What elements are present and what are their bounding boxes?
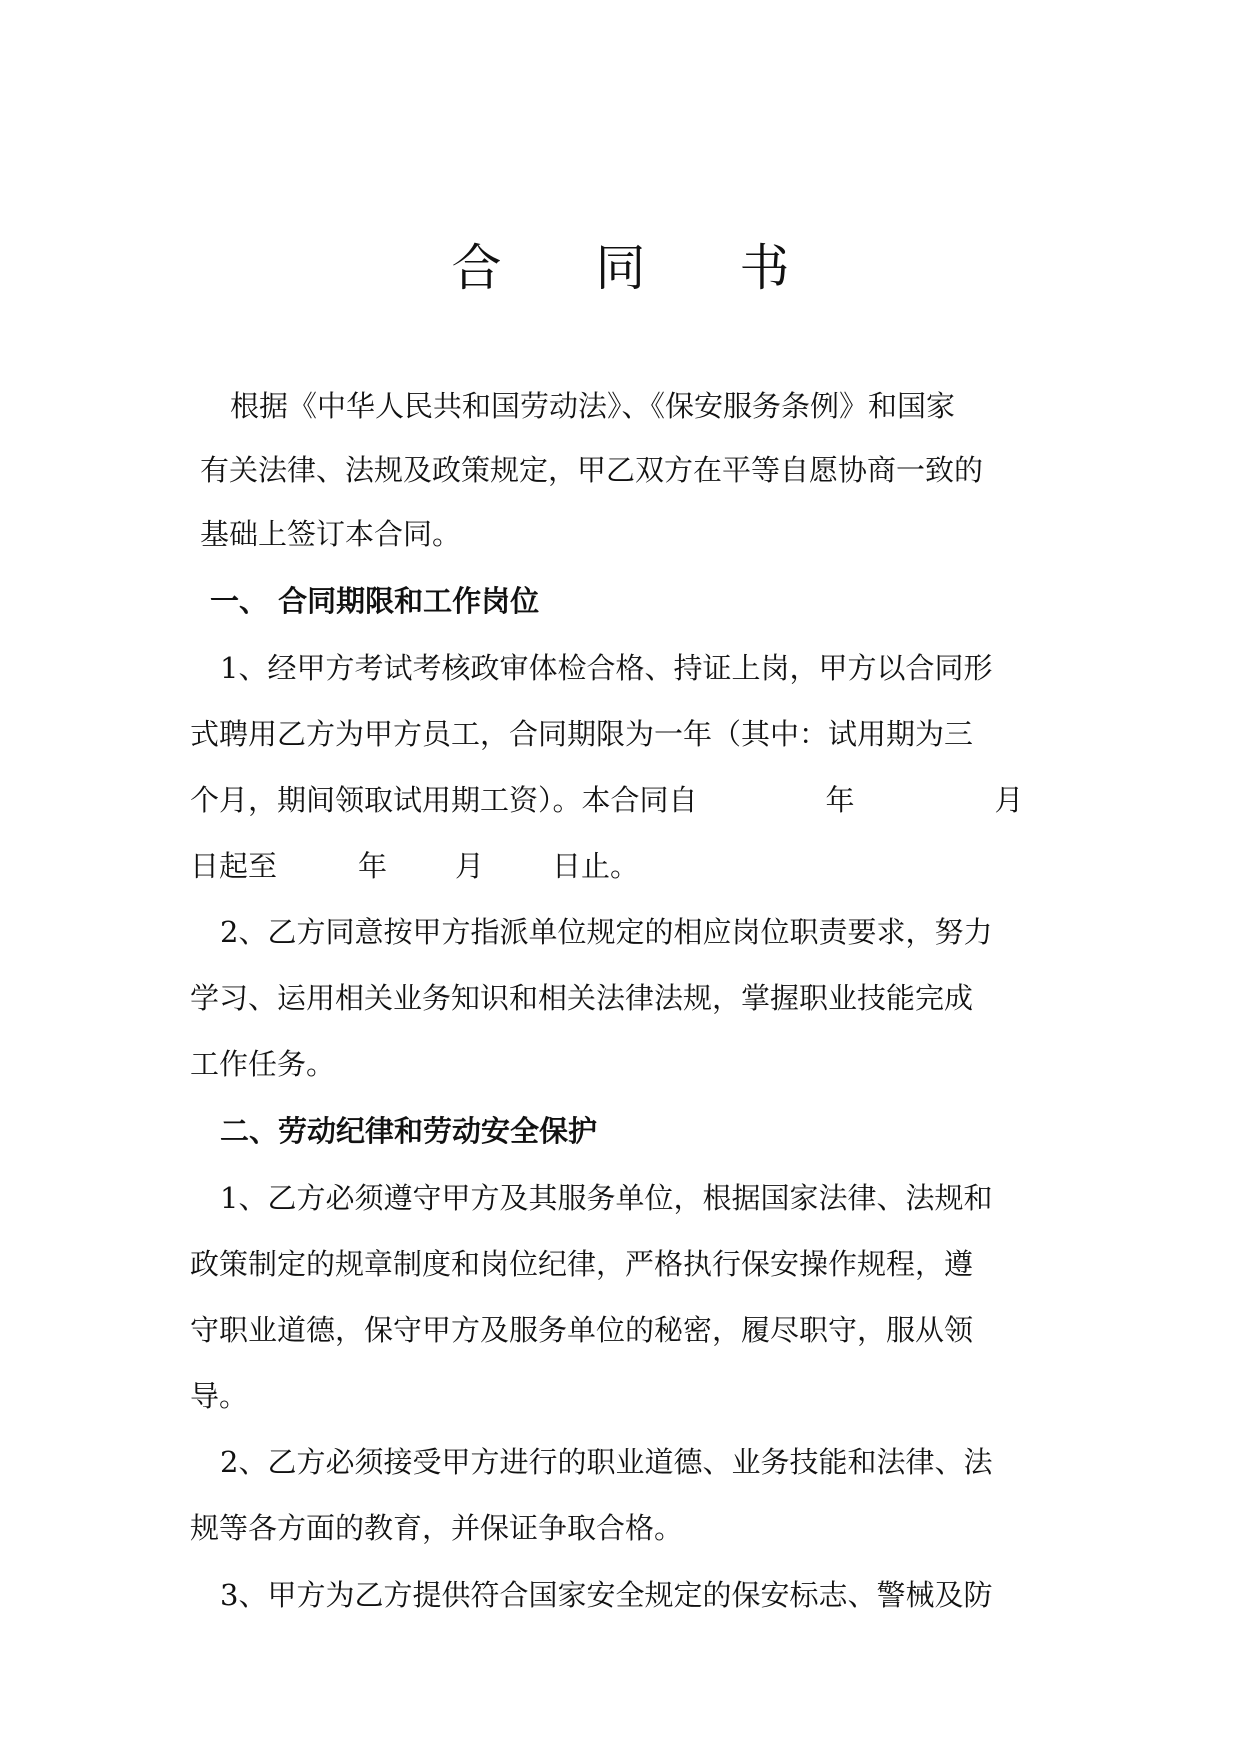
title-char-3: 书 — [739, 239, 790, 297]
start-day-label: 日起至 — [190, 849, 278, 883]
start-month-label: 月 — [994, 783, 1024, 817]
s1-item1-line-3 — [190, 782, 1024, 818]
s1-item2-line-2: 学习、运用相关业务知识和相关法律法规，掌握职业技能完成 — [190, 981, 974, 1015]
s2-item2-line-2: 规等各方面的教育，并保证争取合格。 — [190, 1511, 684, 1545]
s1-item2-line-1: 2、乙方同意按甲方指派单位规定的相应岗位职责要求，努力 — [220, 915, 993, 949]
start-date-prefix: 个月，期间领取试用期工资）。本合同自 — [190, 783, 698, 817]
intro-line-3: 基础上签订本合同。 — [200, 517, 462, 551]
section-2-heading: 二、劳动纪律和劳动安全保护 — [220, 1114, 598, 1148]
end-year-label: 年 — [358, 849, 388, 883]
s2-item1-line-1: 1、乙方必须遵守甲方及其服务单位，根据国家法律、法规和 — [220, 1181, 993, 1215]
s1-item1-line-1: 1、经甲方考试考核政审体检合格、持证上岗，甲方以合同形 — [220, 651, 993, 685]
s1-item1-line-4 — [190, 848, 639, 884]
intro-line-2: 有关法律、法规及政策规定，甲乙双方在平等自愿协商一致的 — [200, 453, 984, 487]
s1-item2-line-3: 工作任务。 — [190, 1047, 336, 1081]
end-day-label: 日止。 — [552, 849, 640, 883]
title-char-1: 合 — [451, 239, 502, 297]
s2-item1-line-3: 守职业道德，保守甲方及服务单位的秘密，履尽职守，服从领 — [190, 1313, 974, 1347]
document-title — [0, 238, 1241, 298]
section-1-heading: 一、 合同期限和工作岗位 — [210, 584, 540, 618]
s2-item2-line-1: 2、乙方必须接受甲方进行的职业道德、业务技能和法律、法 — [220, 1445, 993, 1479]
start-year-label: 年 — [825, 783, 855, 817]
intro-line-1: 根据《中华人民共和国劳动法》、《保安服务条例》和国家 — [230, 389, 956, 423]
s1-item1-line-2: 式聘用乙方为甲方员工，合同期限为一年（其中：试用期为三 — [190, 717, 974, 751]
end-month-label: 月 — [455, 849, 485, 883]
s2-item1-line-4: 导。 — [190, 1379, 249, 1413]
title-char-2: 同 — [595, 239, 646, 297]
s2-item3-line-1: 3、甲方为乙方提供符合国家安全规定的保安标志、警械及防 — [220, 1578, 993, 1612]
s2-item1-line-2: 政策制定的规章制度和岗位纪律，严格执行保安操作规程，遵 — [190, 1247, 974, 1281]
